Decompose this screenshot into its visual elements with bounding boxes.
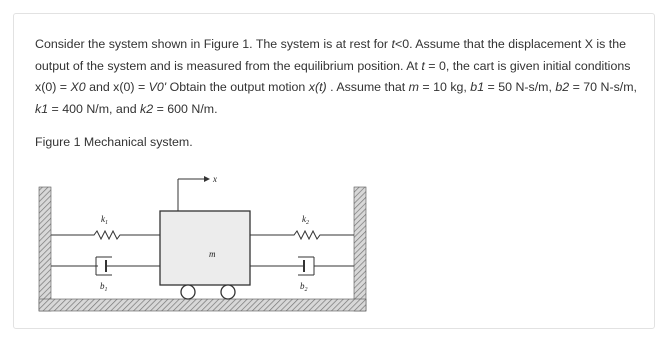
var-k2: k2	[140, 101, 154, 116]
x-arrow-head	[204, 176, 210, 182]
text-segment: = 70 N-s/m,	[569, 80, 637, 94]
problem-statement	[35, 34, 650, 120]
b2-label: $b_2$	[300, 281, 308, 293]
x-label: x	[213, 174, 217, 184]
text-segment: = 400 N/m, and	[48, 101, 141, 116]
var-x0: X0	[70, 80, 86, 94]
spring-k1	[51, 231, 160, 239]
var-t: t	[391, 37, 395, 51]
var-v0: V0'	[148, 80, 167, 94]
spring-k2	[250, 231, 354, 239]
question-card	[13, 13, 655, 329]
k2-label: $k_2$	[302, 214, 309, 226]
text-segment: = 10 kg,	[418, 80, 471, 94]
b1-label: $b_1$	[100, 281, 108, 293]
var-b1: b1	[470, 80, 485, 94]
text-segment: = 0, the cart is given initial conditions x(0) =	[35, 58, 631, 94]
text-segment: and x(0) =	[85, 80, 149, 94]
var-b2: b2	[555, 80, 570, 94]
left-wall	[39, 187, 51, 311]
text-segment: Obtain the output motion	[166, 80, 309, 94]
text-segment: . Assume that	[326, 80, 409, 94]
var-m: m	[408, 80, 419, 94]
var-k1: k1	[35, 101, 49, 116]
mass-label: m	[209, 249, 216, 259]
mechanical-diagram	[36, 159, 376, 324]
text-segment: Consider the system shown in Figure 1. The system is at rest for	[35, 37, 392, 51]
text-segment: = 600 N/m.	[153, 101, 218, 116]
text-segment: <0. Assume that the displacement X is the output of the system and is measured from the equilibrium position. At	[35, 37, 627, 73]
var-xt: x(t)	[308, 80, 327, 94]
text-segment: = 50 N-s/m,	[484, 80, 556, 94]
mechanical-system-figure	[36, 159, 376, 324]
floor	[39, 299, 366, 311]
var-t: t	[421, 58, 425, 73]
figure-caption: Figure 1 Mechanical system.	[35, 135, 193, 149]
mass-block	[160, 211, 250, 285]
wheel-left	[181, 285, 195, 299]
wheel-right	[221, 285, 235, 299]
right-wall	[354, 187, 366, 311]
k1-label: $k_1$	[101, 214, 108, 226]
